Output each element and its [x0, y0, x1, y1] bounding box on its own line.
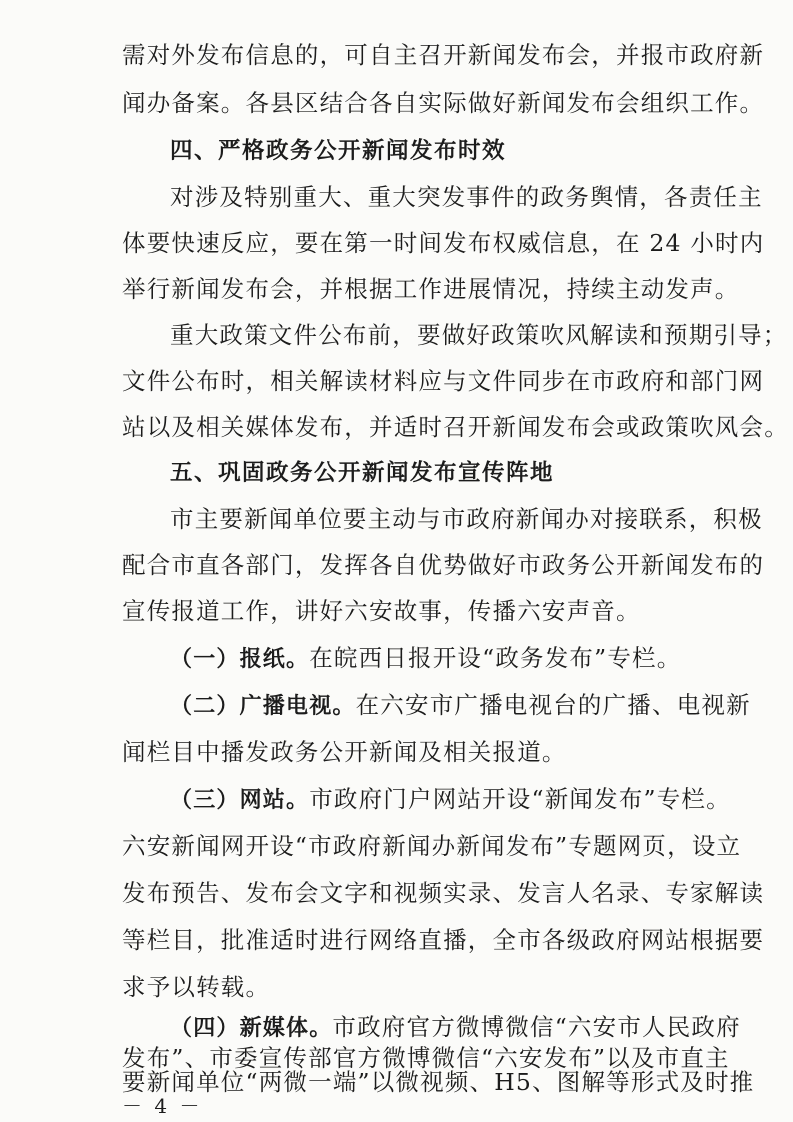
body-text-line: 发布预告、发布会文字和视频实录、发言人名录、专家解读: [122, 879, 765, 907]
body-text-line: 体要快速反应，要在第一时间发布权威信息，在 24 小时内: [122, 229, 765, 257]
body-text-line: 等栏目，批准适时进行网络直播，全市各级政府网站根据要: [122, 926, 765, 954]
page-number: － 4 －: [122, 1094, 203, 1118]
body-text-line: 配合市直各部门，发挥各自优势做好市政务公开新闻发布的: [122, 551, 765, 579]
section-heading-5: 五、巩固政务公开新闻发布宣传阵地: [170, 460, 555, 486]
body-text-line: 宣传报道工作，讲好六安故事，传播六安声音。: [122, 597, 641, 625]
body-text-line: 六安新闻网开设“市政府新闻办新闻发布”专题网页，设立: [122, 832, 742, 860]
body-text-line: 发布”、市委宣传部官方微博微信“六安发布”以及市直主: [122, 1044, 730, 1072]
list-item-label: （二）广播电视。: [170, 694, 356, 719]
body-text-line: 对涉及特别重大、重大突发事件的政务舆情，各责任主: [170, 183, 763, 211]
body-text-line: 闻办备案。各县区结合各自实际做好新闻发布会组织工作。: [122, 89, 765, 117]
list-item-text: 在皖西日报开设“政务发布”专栏。: [309, 644, 682, 672]
list-item-label: （三）网站。: [170, 788, 310, 813]
list-item-website: [170, 784, 742, 816]
body-text-line: 站以及相关媒体发布，并适时召开新闻发布会或政策吹风会。: [122, 413, 789, 441]
body-text-line: 举行新闻发布会，并根据工作进展情况，持续主动发声。: [122, 275, 740, 303]
list-item-text: 在六安市广播电视台的广播、电视新: [355, 691, 751, 719]
list-item-new-media: [170, 1012, 742, 1044]
list-item-text: 市政府门户网站开设“新闻发布”专栏。: [309, 785, 731, 813]
list-item-label: （四）新媒体。: [170, 1016, 333, 1041]
list-item-newspaper: [170, 643, 742, 675]
body-text-line: 文件公布时，相关解读材料应与文件同步在市政府和部门网: [122, 367, 765, 395]
section-heading-4: 四、严格政务公开新闻发布时效: [170, 138, 507, 164]
body-text-line: 重大政策文件公布前，要做好政策吹风解读和预期引导；: [170, 321, 788, 349]
body-text-line: 闻栏目中播发政务公开新闻及相关报道。: [122, 738, 567, 766]
list-item-text: 市政府官方微博微信“六安市人民政府: [332, 1013, 741, 1041]
body-text-line: 市主要新闻单位要主动与市政府新闻办对接联系，积极: [170, 505, 763, 533]
list-item-label: （一）报纸。: [170, 647, 310, 672]
body-text-line: 需对外发布信息的，可自主召开新闻发布会，并报市政府新: [122, 41, 765, 69]
body-text-line: 要新闻单位“两微一端”以微视频、H5、图解等形式及时推: [122, 1068, 755, 1096]
body-text-line: 求予以转载。: [122, 973, 271, 1001]
list-item-broadcast: [170, 690, 751, 722]
